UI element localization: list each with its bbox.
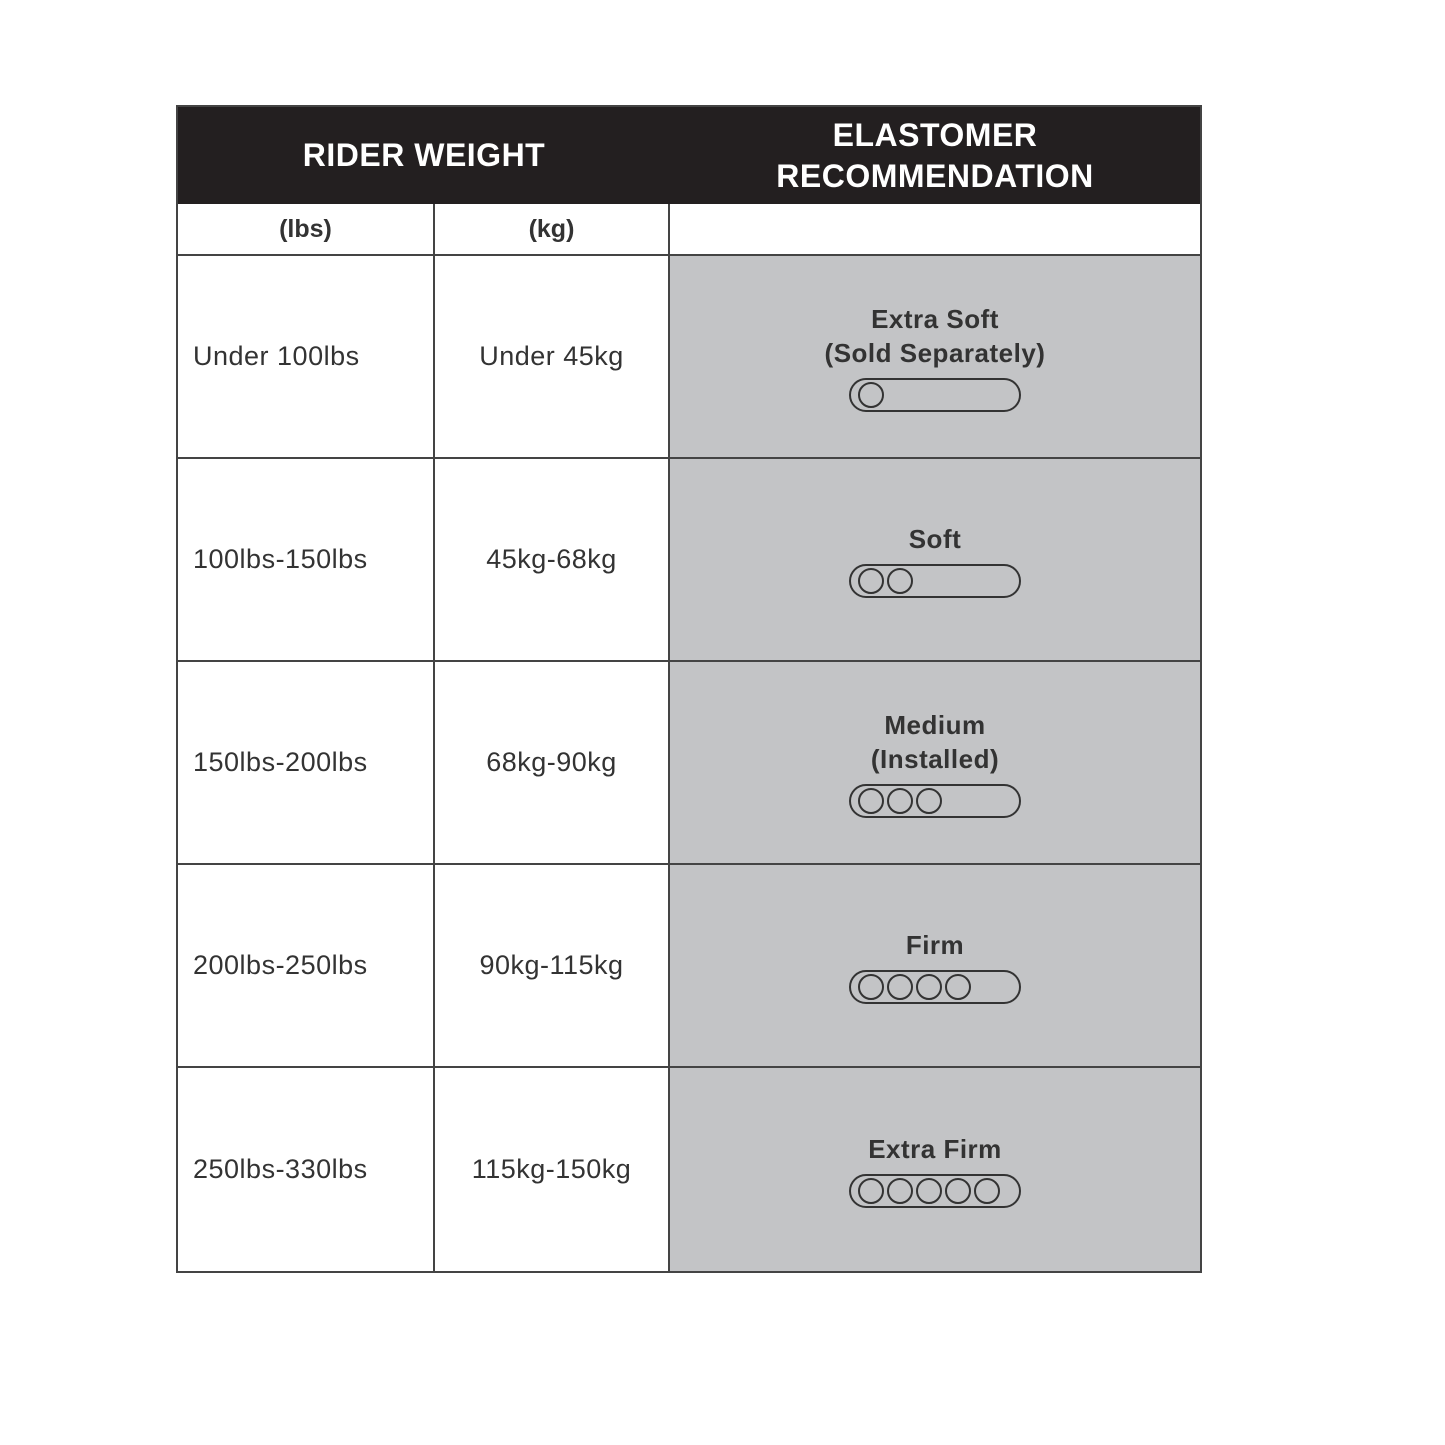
elastomer-icon: [849, 970, 1021, 1004]
firmness-label: Firm: [905, 929, 965, 960]
weight-lbs-cell: 200lbs-250lbs: [178, 865, 435, 1066]
weight-kg-cell: Under 45kg: [435, 256, 670, 457]
firmness-dot-icon: [887, 974, 913, 1000]
elastomer-chart: [176, 105, 1202, 1273]
lbs-unit-heading: (lbs): [178, 204, 435, 254]
rider-weight-heading: RIDER WEIGHT: [302, 137, 546, 173]
firmness-dot-icon: [858, 974, 884, 1000]
firmness-dot-icon: [887, 1178, 913, 1204]
recommendation-cell: [670, 459, 1200, 660]
weight-lbs-cell: 100lbs-150lbs: [178, 459, 435, 660]
kg-unit-heading: (kg): [435, 204, 670, 254]
table-row: [178, 865, 1200, 1068]
recommendation-heading: ELASTOMER RECOMMENDATION: [776, 116, 1094, 194]
elastomer-icon: [849, 1174, 1021, 1208]
table-header: [178, 107, 1200, 204]
firmness-dot-icon: [887, 788, 913, 814]
elastomer-icon: [849, 784, 1021, 818]
recommendation-blank-heading: [670, 204, 1200, 254]
firmness-label: Extra Soft (Sold Separately): [824, 303, 1046, 368]
firmness-dot-icon: [916, 788, 942, 814]
elastomer-icon: [849, 564, 1021, 598]
weight-kg-cell: 115kg-150kg: [435, 1068, 670, 1271]
recommendation-cell: [670, 662, 1200, 863]
firmness-dot-icon: [945, 1178, 971, 1204]
table-row: [178, 662, 1200, 865]
firmness-dot-icon: [916, 974, 942, 1000]
weight-lbs-cell: 250lbs-330lbs: [178, 1068, 435, 1271]
firmness-dot-icon: [858, 788, 884, 814]
firmness-dot-icon: [887, 568, 913, 594]
firmness-dot-icon: [858, 382, 884, 408]
firmness-label: Medium (Installed): [870, 709, 1000, 774]
table-row: [178, 1068, 1200, 1271]
weight-lbs-cell: 150lbs-200lbs: [178, 662, 435, 863]
firmness-label: Extra Firm: [868, 1133, 1002, 1164]
table-row: [178, 256, 1200, 459]
unit-subheader: [178, 204, 1200, 256]
elastomer-icon: [849, 378, 1021, 412]
weight-lbs-cell: Under 100lbs: [178, 256, 435, 457]
firmness-dot-icon: [974, 1178, 1000, 1204]
recommendation-cell: [670, 865, 1200, 1066]
firmness-label: Soft: [908, 523, 962, 554]
table-row: [178, 459, 1200, 662]
firmness-dot-icon: [858, 568, 884, 594]
firmness-dot-icon: [916, 1178, 942, 1204]
weight-kg-cell: 68kg-90kg: [435, 662, 670, 863]
firmness-dot-icon: [945, 974, 971, 1000]
weight-kg-cell: 45kg-68kg: [435, 459, 670, 660]
weight-kg-cell: 90kg-115kg: [435, 865, 670, 1066]
recommendation-cell: [670, 256, 1200, 457]
recommendation-cell: [670, 1068, 1200, 1271]
firmness-dot-icon: [858, 1178, 884, 1204]
